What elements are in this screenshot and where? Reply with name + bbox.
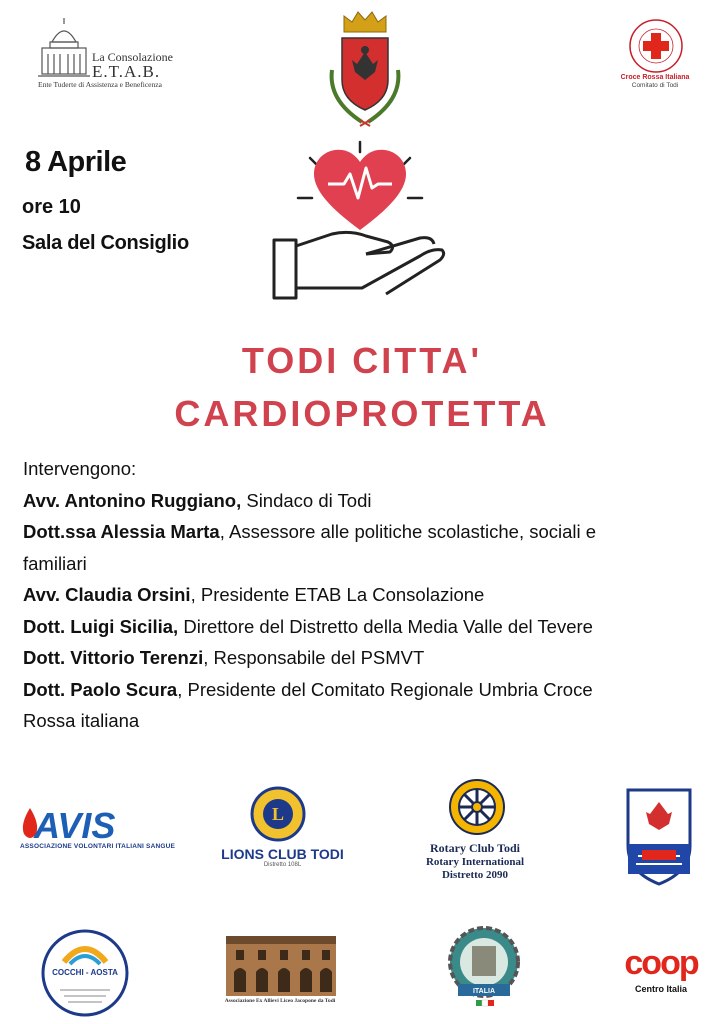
red-cross-name: Croce Rossa Italiana <box>620 74 690 81</box>
etab-subtitle: Ente Tuderte di Assistenza e Beneficenza <box>38 80 162 89</box>
speaker-line: Rossa italiana <box>23 710 140 731</box>
vigili-emblem-icon <box>622 786 696 888</box>
church-dome-icon <box>38 16 90 80</box>
event-date: 8 Aprile <box>25 146 127 178</box>
title-line1: TODI CITTA' <box>241 340 483 381</box>
school-building-icon <box>226 936 336 996</box>
lions-emblem-icon <box>248 786 308 842</box>
coop-subtitle: Centro Italia <box>634 984 687 994</box>
rotary-line1: Rotary Club Todi <box>429 841 521 855</box>
speakers-list <box>23 453 703 737</box>
speaker-line: familiari <box>23 552 87 574</box>
red-cross-icon <box>628 18 684 74</box>
svg-text:L: L <box>271 804 285 824</box>
coop-wordmark: coop <box>624 944 698 982</box>
rotary-wheel-icon <box>448 778 506 836</box>
vespa-label: ITALIA <box>472 988 496 995</box>
lions-name: LIONS CLUB TODI <box>221 846 344 862</box>
avis-wordmark: AVIS <box>34 805 116 844</box>
event-venue: Sala del Consiglio <box>22 232 189 254</box>
speaker-line: Dott. Vittorio Terenzi, Responsabile del PSMVT <box>23 647 425 668</box>
etab-acronym: E.T.A.B. <box>92 62 161 81</box>
speaker-line: Dott. Paolo Scura, Presidente del Comitato Regionale Umbria Croce <box>23 678 593 700</box>
red-cross-sub: Comitato di Todi <box>631 82 679 89</box>
todi-coat-of-arms-icon <box>322 10 408 134</box>
speaker-line: Dott.ssa Alessia Marta, Assessore alle politiche scolastiche, sociali e <box>23 521 597 542</box>
speaker-line: Avv. Antonino Ruggiano, Sindaco di Todi <box>23 489 372 511</box>
jacopone-caption: Associazione Ex Allievi Liceo Jacopone da Todi <box>224 998 336 1004</box>
event-time: ore 10 <box>22 196 81 218</box>
lions-subtitle: Distretto 108L <box>263 862 302 868</box>
etab-name: La Consolazione <box>92 50 173 64</box>
speaker-line: Avv. Claudia Orsini, Presidente ETAB La Consolazione <box>23 584 485 605</box>
rotary-line3: Distretto 2090 <box>441 869 509 881</box>
heart-in-hand-icon <box>270 138 450 300</box>
rotary-line2: Rotary International <box>425 856 525 868</box>
avis-logo-icon <box>18 804 138 844</box>
avis-subtitle: ASSOCIAZIONE VOLONTARI ITALIANI SANGUE <box>20 843 176 850</box>
speakers-intro: Intervengono: <box>23 458 137 479</box>
cocchi-name: COCCHI - AOSTA <box>52 968 118 977</box>
speaker-line: Dott. Luigi Sicilia, Direttore del Distretto della Media Valle del Tevere <box>23 615 593 637</box>
title-line2: CARDIOPROTETTA <box>174 393 550 434</box>
vespa-gear-icon <box>446 922 522 1012</box>
